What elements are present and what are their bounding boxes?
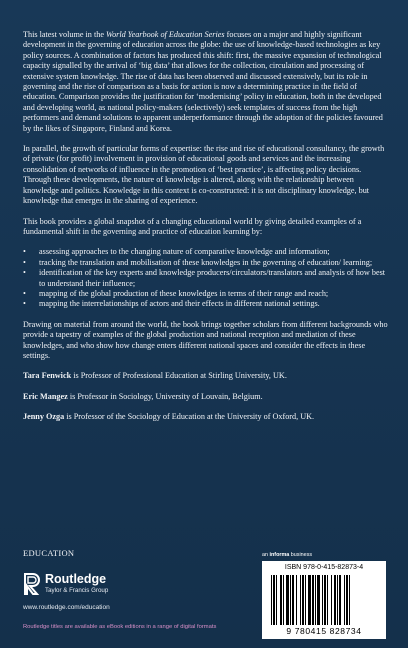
editor-name: Tara Fenwick xyxy=(23,371,72,381)
paragraph-2: In parallel, the growth of particular forms of expertise: the rise and rise of educational consultancy, the growth of private (for profit) involvement in provision of educational goods and services and the increasing consolidation of networks of influence in the promotion of ‘best practice’, is affecting policy decisions. Through these developments, the nature of knowledge is altered, along with the relationship between knowledge and politics. Knowledge in this context is co-constructed: it is not disciplinary knowledge, but knowledge that emerges in the sharing of experience. xyxy=(23,144,385,206)
list-item: • tracking the translation and mobilisation of these knowledges in the governing of education/ learning; xyxy=(23,257,373,267)
paragraph-3: This book provides a global snapshot of a changing educational world by giving detailed examples of a fundamental shift in the governing and practice of education learning by: xyxy=(23,216,362,236)
publisher-group: Taylor & Francis Group xyxy=(45,587,109,594)
publisher-website: www.routledge.com/education xyxy=(23,604,110,611)
barcode-panel xyxy=(262,561,386,639)
editor-name: Eric Mangez xyxy=(23,391,68,401)
informa-tagline: an informa business xyxy=(262,552,313,558)
editor-name: Jenny Ozga xyxy=(23,412,65,422)
routledge-r-icon xyxy=(23,572,41,596)
editor-bio: Eric Mangez is Professor in Sociology, University of Louvain, Belgium. xyxy=(23,391,263,401)
bullet-glyph: • xyxy=(23,268,26,278)
list-item: • mapping the interrelationships of actors and their effects in different national settings. xyxy=(23,299,320,309)
paragraph-4: Drawing on material from around the world, the book brings together scholars from different backgrounds who provide a tapestry of examples of the global production and national reception and mediation of these knowledges, and who show how change enters different national spaces and consider the effects in these settings. xyxy=(23,319,388,360)
ebook-note: Routledge titles are available as eBook editions in a range of digital formats xyxy=(23,624,217,630)
list-item: • identification of the key experts and knowledge producers/circulators/translators and analysis of how best to understand their influence; xyxy=(23,268,386,288)
isbn-label: ISBN 978-0-415-82873-4 xyxy=(284,564,364,571)
bullet-glyph: • xyxy=(23,247,26,257)
barcode-digits: 9 780415 828734 xyxy=(286,626,362,636)
bullet-glyph: • xyxy=(23,288,26,298)
publisher-logo xyxy=(23,572,163,602)
blurb xyxy=(23,30,389,433)
list-item: • mapping of the global production of these knowledges in terms of their range and reach; xyxy=(23,288,329,298)
editor-bio: Tara Fenwick is Professor of Professional Education at Stirling University, UK. xyxy=(23,371,287,381)
subject-category: EDUCATION xyxy=(23,548,75,558)
paragraph-1: This latest volume in the World Yearbook of Education Series focuses on a major and highly significant development in the governing of education across the globe: the use of knowledge-based technologies as key policy sources. A combination of factors has produced this shift: first, the massive expansion of technological capacity signalled by the arrival of ‘big data’ that allows for the collection, circulation and processing of extensive system knowledge. The rise of data has been observed and discussed extensively, but its role in governing and the rise of comparison as a basis for action is now a determining practice in the field of education. Comparison provides the justification for ‘modernising’ policy in education, both in the developed and developing world, as national policy-makers (selectively) seek templates of success from the high performers and demand solutions to apparent underperformance through the adoption of the policies favoured by the likes of Singapore, Finland and Korea. xyxy=(23,30,383,133)
publisher-name: Routledge xyxy=(45,572,107,586)
editor-bio: Jenny Ozga is Professor of the Sociology of Education at the University of Oxford, UK. xyxy=(23,412,315,422)
list-item: • assessing approaches to the changing nature of comparative knowledge and information; xyxy=(23,247,330,257)
bullet-glyph: • xyxy=(23,257,26,267)
bullet-glyph: • xyxy=(23,299,26,309)
series-title: World Yearbook of Education Series xyxy=(106,30,225,39)
informa-brand: informa xyxy=(269,552,290,558)
barcode-image xyxy=(270,575,378,625)
bullet-list xyxy=(23,247,389,309)
